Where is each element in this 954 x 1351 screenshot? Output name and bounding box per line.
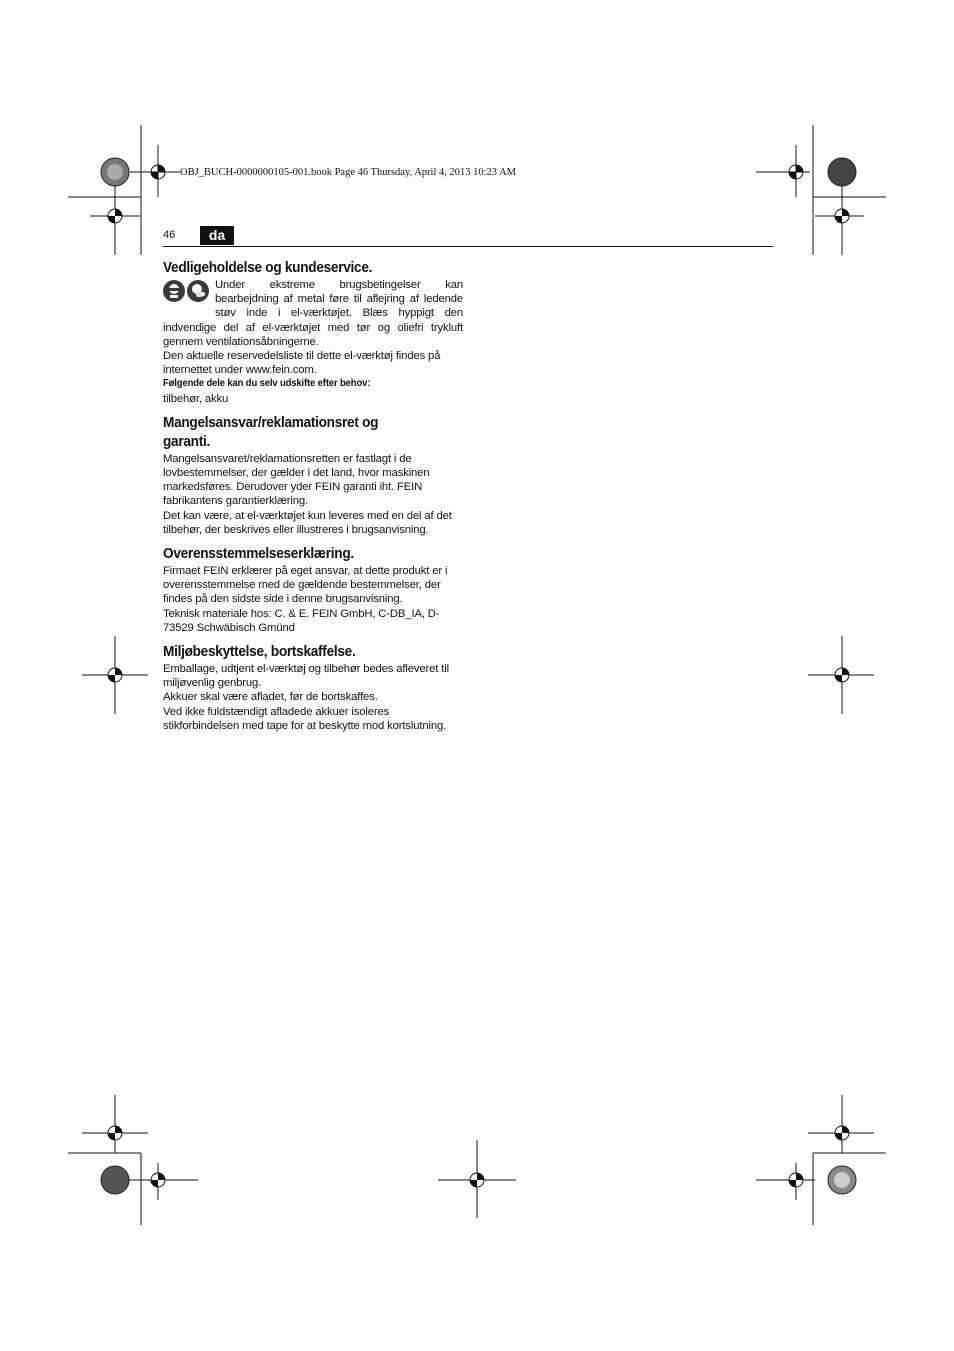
section-maintenance	[163, 259, 463, 406]
section-conformity	[163, 545, 463, 635]
section-title: Mangelsansvar/reklamationsret og garanti.	[163, 414, 379, 450]
eye-protection-icon	[163, 280, 185, 302]
paragraph: Emballage, udtjent el-værktøj og tilbehør bedes afleveret til miljøvenlig genbrug.	[163, 663, 449, 690]
paragraph: Firmaet FEIN erklærer på eget ansvar, at dette produkt er i overensstemmelse med de gældende bestemmelser, der findes på den sidste side i denne brugsanvisning.	[163, 565, 448, 606]
header-rule	[163, 246, 773, 247]
paragraph: tilbehør, akku	[163, 392, 229, 405]
paragraph-bold: Følgende dele kan du selv udskifte efter behov:	[163, 378, 371, 390]
text-column	[163, 257, 463, 741]
paragraph: Det kan være, at el-værktøjet kun leveres med en del af det tilbehør, der beskrives eller illustreres i brugsanvisning.	[163, 509, 452, 536]
paragraph: Ved ikke fuldstændigt afladede akkuer isoleres stikforbindelsen med tape for at beskytte mod kortslutning.	[163, 705, 447, 732]
section-title: Overensstemmelseserklæring.	[163, 546, 354, 563]
paragraph: Teknisk materiale hos: C. & E. FEIN GmbH, C-DB_IA, D-73529 Schwäbisch Gmünd	[163, 607, 440, 634]
section-title: Vedligeholdelse og kundeservice.	[163, 260, 373, 276]
page-number: 46	[163, 229, 176, 241]
section-warranty	[163, 414, 463, 537]
section-title: Miljøbeskyttelse, bortskaffelse.	[163, 644, 356, 661]
paragraph: Den aktuelle reservedelsliste til dette el-værktøj findes på internettet under www.fein.com.	[163, 350, 441, 377]
language-tab: da	[200, 226, 234, 245]
dust-mask-icon	[187, 280, 209, 302]
section-environment	[163, 643, 463, 733]
paragraph: Akkuer skal være afladet, før de bortskaffes.	[163, 691, 378, 704]
file-info-header: OBJ_BUCH-0000000105-001.book Page 46 Thursday, April 4, 2013 10:23 AM	[180, 167, 516, 178]
paragraph: Under ekstreme brugsbetingelser kan bearbejdning af metal føre til aflejring af ledende støv inde i el-værktøjet. Blæs hyppigt den indvendige del af el-værktøjet med tør og oliefri trykluft gennem ventilationsåbningerne.	[163, 279, 463, 348]
paragraph: Mangelsansvaret/reklamationsretten er fastlagt i de lovbestemmelser, der gælder i det land, hvor maskinen markedsføres. Derudover yder FEIN garanti iht. FEIN fabrikantens garantierklæring.	[163, 452, 430, 508]
safety-icons	[163, 280, 211, 307]
